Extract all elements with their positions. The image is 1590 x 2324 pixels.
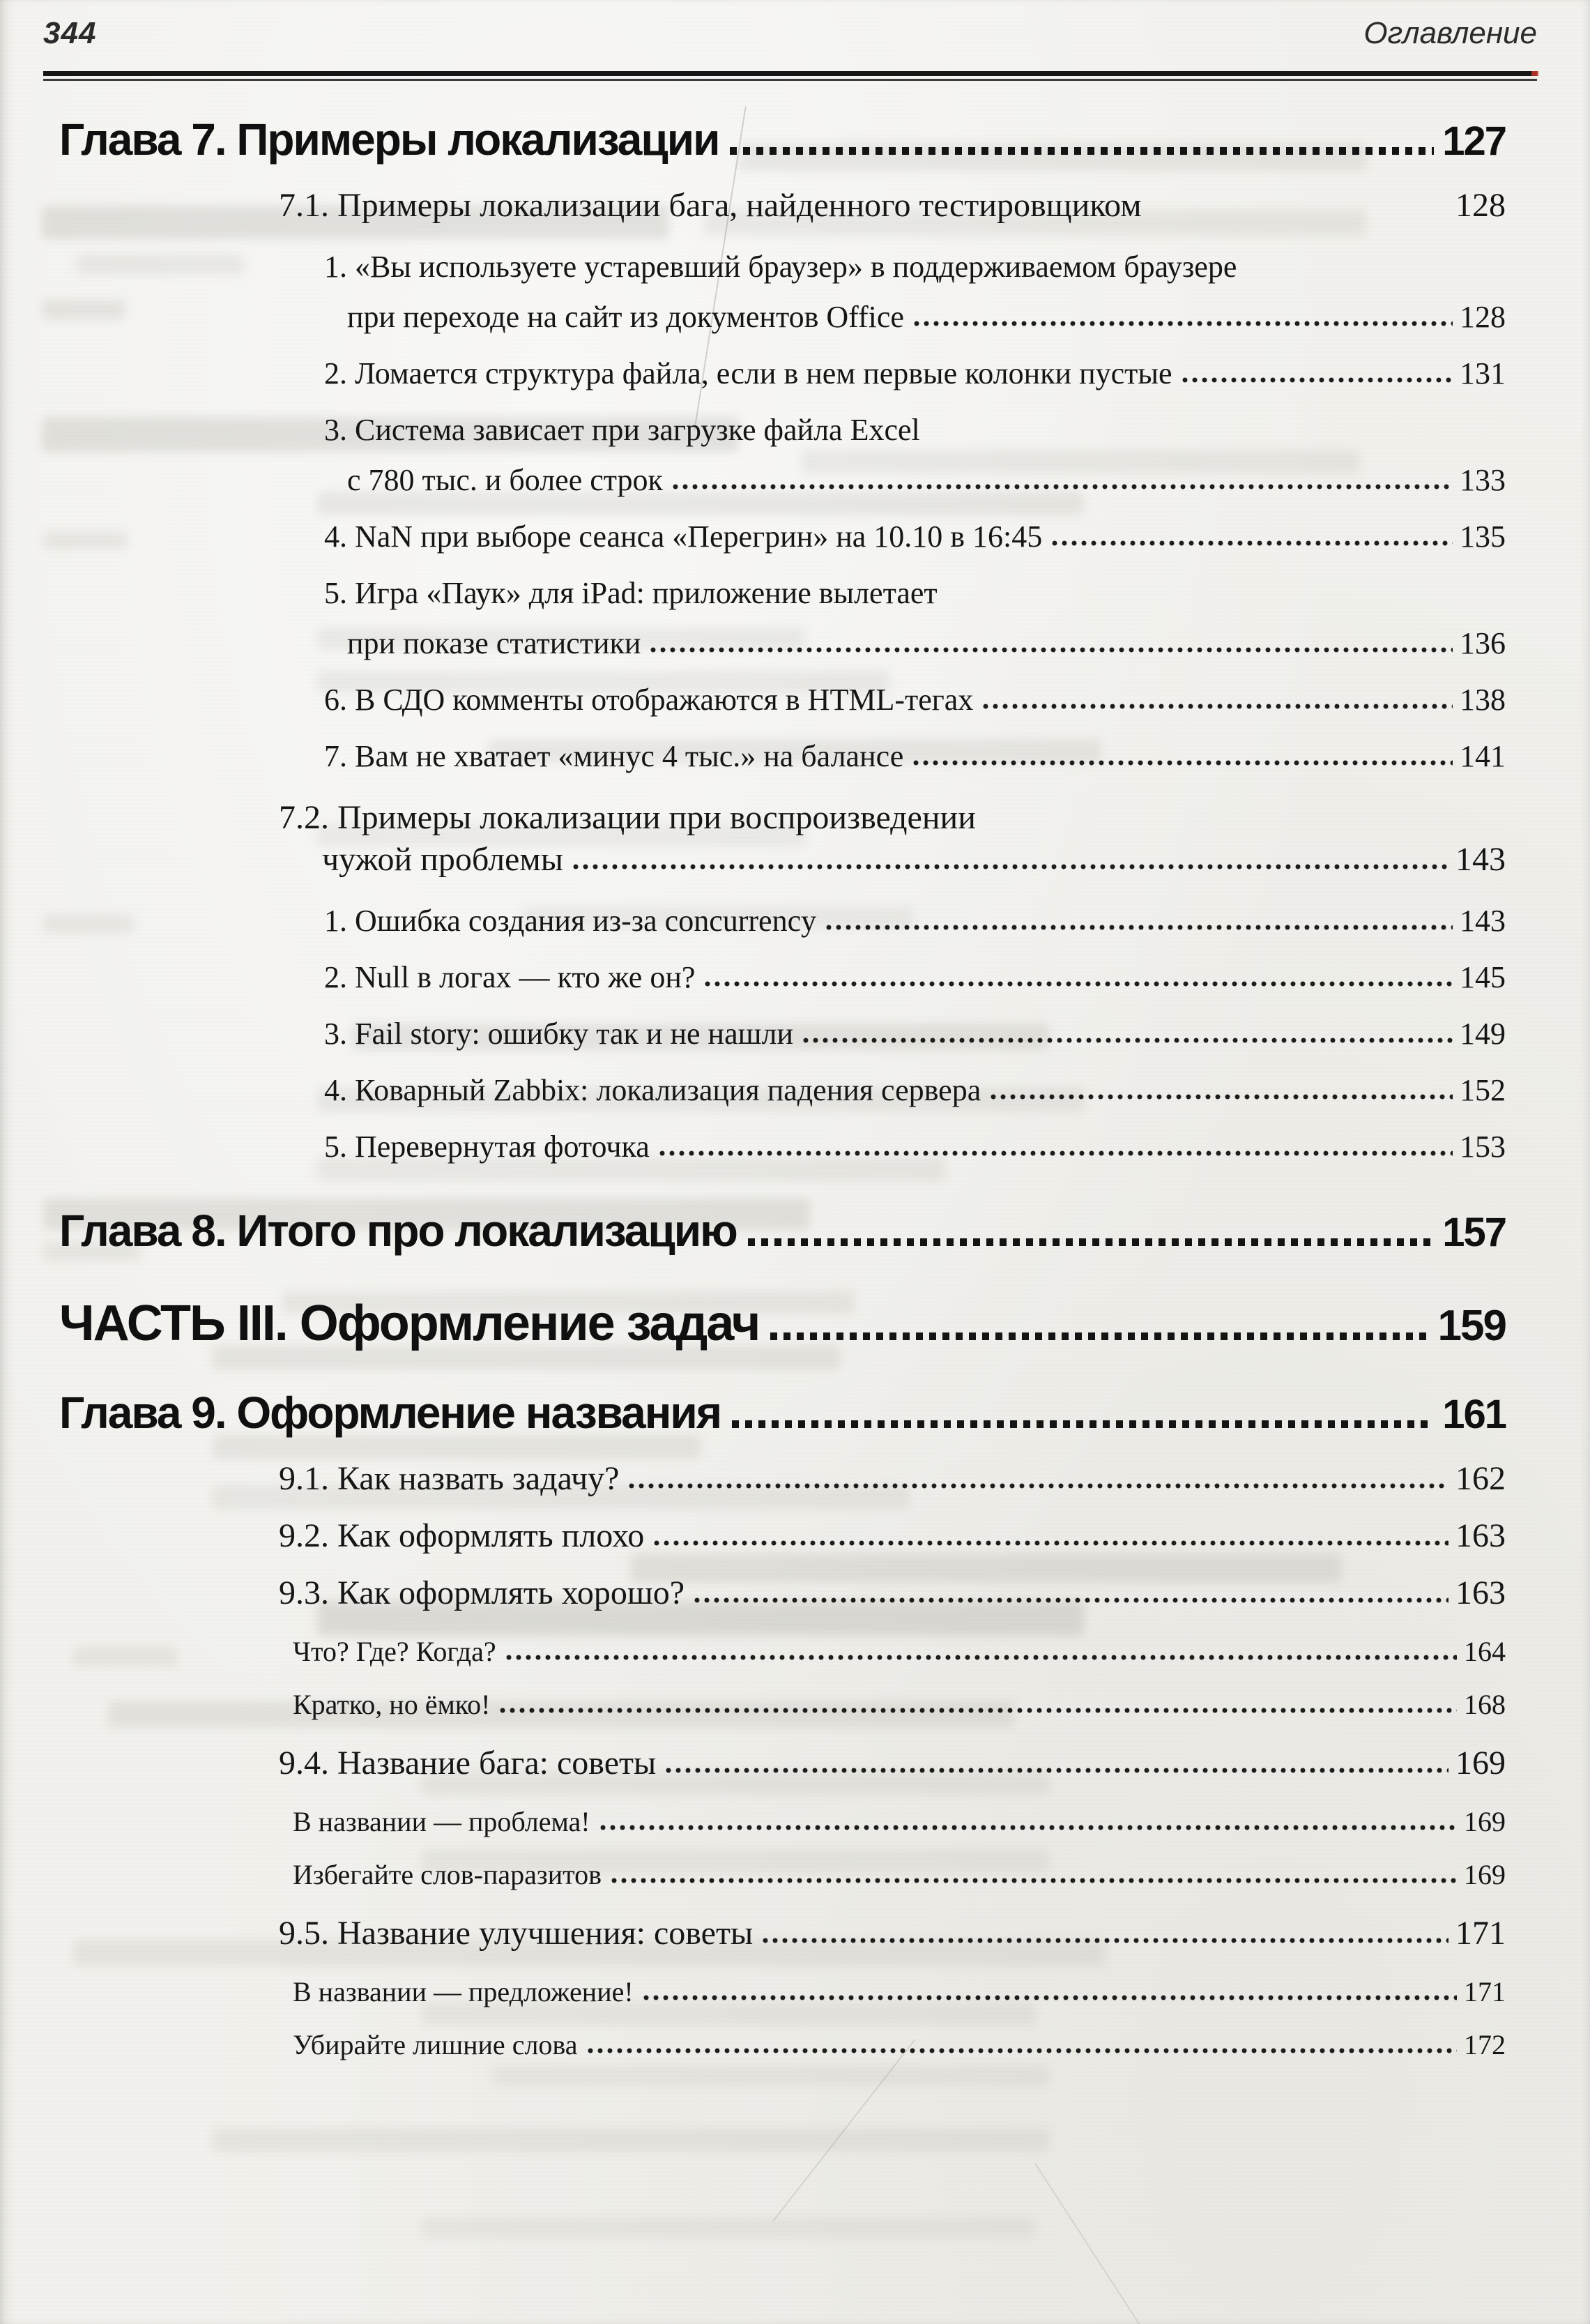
leader-dots [694,1597,1448,1604]
toc-entry-label: 7.2. Примеры локализации при воспроизведении [279,799,976,836]
toc-row-item [324,349,1537,399]
toc-line [279,185,1506,227]
toc-line [324,675,1506,725]
toc-page-number: 161 [1442,1392,1506,1437]
leader-dots [763,1938,1448,1944]
toc-entry-label: 2. Null в логах — кто же он? [324,960,696,994]
toc-page-number: 169 [1464,1806,1506,1837]
toc-row-section [279,797,1537,881]
scratch-line [1034,2163,1142,2324]
toc-page-number: 138 [1460,683,1506,717]
toc-page-number: 171 [1464,1976,1506,2007]
toc-entry-label: 2. Ломается структура файла, если в нем первые колонки пустые [324,356,1172,390]
toc-list [43,114,1537,2067]
toc-line [279,1913,1506,1954]
leader-dots [643,1995,1457,2001]
leader-dots [730,147,1434,155]
toc-entry-label: 4. Коварный Zabbix: локализация падения сервера [324,1073,981,1107]
leader-dots [913,760,1453,766]
toc-line [324,618,1506,669]
leader-dots [826,925,1453,931]
leader-dots [588,2048,1457,2054]
toc-entry-label: 9.2. Как оформлять плохо [279,1517,645,1554]
leader-dots [1182,377,1453,383]
toc-entry-label: 3. Система зависает при загрузке файла Excel [324,413,920,447]
toc-page-number: 172 [1464,2029,1506,2060]
toc-line [279,1515,1506,1557]
toc-page-number: 135 [1460,519,1506,554]
toc-line [324,292,1506,342]
toc-line [324,349,1506,399]
leader-dots [659,1150,1453,1157]
toc-page-number: 152 [1460,1073,1506,1107]
toc-entry-label: Избегайте слов-паразитов [293,1859,602,1890]
toc-page-number: 168 [1464,1689,1506,1720]
toc-entry-label: 9.3. Как оформлять хорошо? [279,1574,685,1611]
toc-line [59,1296,1506,1354]
toc-entry-label: 1. «Вы используете устаревший браузер» в поддерживаемом браузере [324,250,1237,284]
toc-page-number: 131 [1460,356,1506,390]
toc-entry-label: 7. Вам не хватает «минус 4 тыс.» на балансе [324,739,904,773]
leader-dots [611,1878,1457,1884]
toc-line [293,1800,1506,1844]
toc-line [324,896,1506,946]
toc-row-item [324,242,1537,342]
toc-row-item [324,568,1537,669]
ghost-smudge [491,2065,1049,2086]
leader-dots [1052,540,1453,547]
leader-dots [654,1540,1448,1547]
toc-page-number: 153 [1460,1130,1506,1164]
toc-page-number: 157 [1442,1210,1506,1255]
toc-entry-label: 9.5. Название улучшения: советы [279,1915,754,1952]
toc-line [279,797,1506,839]
toc-row-section [279,1515,1537,1557]
toc-entry-label: 9.4. Название бага: советы [279,1745,657,1782]
toc-row-sub [293,1630,1537,1674]
toc-page-number: 143 [1460,904,1506,938]
toc-row-sub [293,1970,1537,2014]
ghost-smudge [213,2128,1049,2152]
toc-entry-label: 3. Fail story: ошибку так и не нашли [324,1017,793,1051]
leader-dots [673,484,1453,490]
toc-line [293,1970,1506,2014]
leader-spacer [1152,210,1448,216]
toc-row-chapter [59,1206,1537,1258]
toc-entry-label: 1. Ошибка создания из-за concurrency [324,904,817,938]
toc-entry-label: 7.1. Примеры локализации бага, найденного тестировщиком [279,187,1142,224]
leader-dots [748,1238,1435,1246]
toc-line [293,1630,1506,1674]
leader-dots [506,1655,1457,1661]
toc-page-number: 171 [1455,1915,1506,1952]
leader-dots [803,1038,1453,1044]
leader-dots [770,1332,1429,1340]
toc-page-number: 128 [1455,187,1506,224]
header-rule [43,71,1537,81]
toc-line [293,1853,1506,1897]
leader-dots [991,1094,1453,1100]
toc-entry-label: Убирайте лишние слова [293,2029,578,2060]
toc-line [324,242,1506,292]
toc-line [324,1122,1506,1172]
toc-page-number: 143 [1455,841,1506,878]
toc-line [279,1572,1506,1614]
toc-entry-label: В названии — предложение! [293,1976,634,2007]
toc-line [324,1065,1506,1116]
leader-dots [600,1825,1457,1831]
leader-dots [983,704,1453,710]
toc-page-number: 141 [1460,739,1506,773]
toc-entry-label: 5. Перевернутая фоточка [324,1130,650,1164]
toc-page-number: 127 [1442,119,1506,164]
leader-dots [705,981,1453,987]
page-header [43,0,1537,68]
leader-dots [500,1708,1457,1714]
toc-page-number: 162 [1455,1460,1506,1497]
toc-row-item [324,1065,1537,1116]
running-title: Оглавление [1363,16,1537,50]
toc-page-number: 164 [1464,1636,1506,1667]
toc-row-item [324,512,1537,562]
header-rule-thick [43,71,1537,76]
toc-row-sub [293,1853,1537,1897]
leader-dots [650,647,1453,653]
toc-page-number: 163 [1455,1517,1506,1554]
toc-entry-label: Глава 9. Оформление названия [59,1388,721,1438]
toc-entry-label: чужой проблемы [322,841,563,878]
toc-line [279,1458,1506,1500]
toc-entry-label: 4. NaN при выборе сеанса «Перегрин» на 10.10 в 16:45 [324,519,1043,554]
toc-line [324,512,1506,562]
toc-page-number: 169 [1455,1745,1506,1782]
toc-line [324,952,1506,1003]
toc-row-sub [293,1800,1537,1844]
toc-line [59,114,1506,167]
toc-entry-label: при переходе на сайт из документов Office [347,300,904,334]
toc-row-item [324,405,1537,506]
toc-row-item [324,731,1537,782]
toc-page-number: 133 [1460,463,1506,497]
scan-red-mark [1531,71,1538,76]
toc-row-item [324,675,1537,725]
header-rule-thin [43,79,1537,81]
toc-row-section [279,1572,1537,1614]
toc-line [324,568,1506,618]
toc-row-item [324,1122,1537,1172]
toc-row-item [324,1009,1537,1059]
toc-row-item [324,896,1537,946]
toc-line [324,1009,1506,1059]
toc-line [279,839,1506,881]
toc-entry-label: Глава 8. Итого про локализацию [59,1206,737,1256]
toc-entry-label: Кратко, но ёмко! [293,1689,491,1720]
toc-page-number: 136 [1460,626,1506,660]
leader-dots [666,1768,1448,1774]
toc-entry-label: ЧАСТЬ III. Оформление задач [59,1296,760,1351]
toc-entry-label: В названии — проблема! [293,1806,590,1837]
toc-row-sub [293,1683,1537,1727]
leader-dots [573,864,1448,870]
toc-row-section [279,185,1537,227]
toc-entry-label: 9.1. Как назвать задачу? [279,1460,620,1497]
leader-dots [914,321,1453,327]
toc-entry-label: Что? Где? Когда? [293,1636,496,1667]
leader-dots [629,1483,1448,1489]
toc-entry-label: с 780 тыс. и более строк [347,463,663,497]
toc-row-section [279,1742,1537,1784]
toc-entry-label: 6. В СДО комменты отображаются в HTML-тегах [324,683,974,717]
toc-page-number: 169 [1464,1859,1506,1890]
toc-row-section [279,1913,1537,1954]
toc-line [324,405,1506,455]
toc-line [324,731,1506,782]
toc-line [293,1683,1506,1727]
toc-page-number: 149 [1460,1017,1506,1051]
ghost-smudge [422,2217,1035,2238]
toc-entry-label: 5. Игра «Паук» для iPad: приложение вылетает [324,576,938,610]
toc-page-number: 145 [1460,960,1506,994]
toc-row-chapter [59,114,1537,167]
toc-row-sub [293,2023,1537,2067]
toc-row-part [59,1296,1537,1354]
toc-row-chapter [59,1388,1537,1440]
folio-page-number: 344 [43,16,97,50]
toc-entry-label: при показе статистики [347,626,641,660]
toc-page-number: 128 [1460,300,1506,334]
toc-page-number: 159 [1437,1302,1506,1350]
toc-line [279,1742,1506,1784]
toc-entry-label: Глава 7. Примеры локализации [59,114,719,165]
leader-dots [732,1420,1434,1428]
toc-line [293,2023,1506,2067]
toc-row-section [279,1458,1537,1500]
toc-page-number: 163 [1455,1574,1506,1611]
toc-line [59,1206,1506,1258]
toc-line [59,1388,1506,1440]
toc-row-item [324,952,1537,1003]
toc-line [324,455,1506,506]
